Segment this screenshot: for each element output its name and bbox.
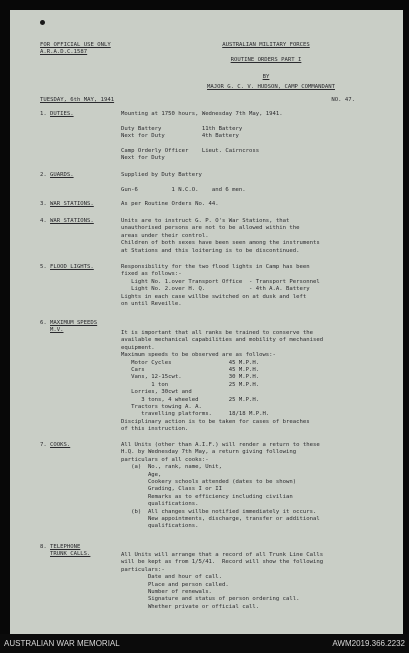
by-label: BY [262,74,270,80]
section-line: Number of renewals. [121,589,212,596]
section-line: will be kept as from 1/5/41. Record will show the following [121,559,324,566]
section-title [50,320,120,335]
section-line [121,118,386,125]
section-line: particulars:- [121,566,165,573]
section-line: travelling platforms. 18/18 M.P.H. [121,411,270,418]
orders-title: ROUTINE ORDERS PART I [230,57,302,64]
section-body [121,218,386,255]
section-title: DUTIES. [50,111,74,117]
section-line: Children of both sexes have been seen among the instruments [121,240,320,247]
classification-label: FOR OFFICIAL USE ONLY [40,42,111,48]
section-body [121,264,386,308]
section-line: Signature and status of person ordering call. [121,596,300,603]
section-line: Vans, 12-15cwt. 30 M.P.H. [121,374,260,381]
section-title: WAR STATIONS. [50,201,94,207]
section-line: Camp Orderly Officer Lieut. Cairncross [121,148,260,155]
classification-block [40,42,160,57]
section-title: GUARDS. [50,172,74,178]
order-number: NO. 47. [331,97,355,103]
section-line: Place and person called. [121,581,229,588]
attribution-footer [0,634,409,653]
section-line: Mounting at 1750 hours, Wednesday 7th May, 1941. [121,111,283,117]
section-body [121,442,386,531]
section-body [121,330,386,434]
section-line: H.Q. by Wednesday 7th May, a return giving following [121,449,297,456]
section-line: Units are to instruct G. P. O's War Stations, that [121,218,290,224]
section-line: All Units will arrange that a record of all Trunk Line Calls [121,552,324,558]
section-line: Motor Cycles 45 M.P.H. [121,359,260,366]
punch-hole-icon [40,20,45,25]
section-line: All Units (other than A.I.F.) will render a return to these [121,442,320,448]
section-title-line: TRUNK CALLS. [50,551,91,558]
section-title: WAR STATIONS. [50,218,94,224]
order-date: TUESDAY, 6th MAY, 1941 [40,97,115,103]
section-line: Light No. 2.over H. Q. - 4th A.A. Battery [121,286,310,293]
section-title: COOKS. [50,442,71,448]
section-number: 4. [40,218,47,224]
section-line: Grading, Class I or II [121,486,223,493]
section-line: (b) All changes willbe notified immediately it occurs. [121,508,317,515]
section-line: New appointments, discharge, transfer or additional [121,516,320,523]
section-line: equipment. [121,344,155,351]
form-reference: A.R.A.D.C.1587 [40,49,88,56]
section-line: 1 ton 25 M.P.H. [121,381,260,388]
section-line: Next for Duty [121,155,165,162]
commandant-line: MAJOR G. C. V. HUDSON, CAMP COMMANDANT [207,84,335,90]
section-line: As per Routine Orders No. 44. [121,201,219,207]
section-line: Date and hour of call. [121,574,223,581]
section-line: Cookery schools attended (dates to be shown) [121,479,297,486]
section-line: Lorries, 30cwt and [121,389,192,396]
section-line: Light No. 1.over Transport Office - Transport Personnel [121,278,320,285]
section-line: qualifications. [121,501,199,508]
section-line: (a) No., rank, name, Unit, [121,464,223,471]
section-title [50,544,120,559]
section-line: Duty Battery 11th Battery [121,125,243,132]
section-line [121,179,386,186]
organisation-title: AUSTRALIAN MILITARY FORCES [222,42,310,48]
section-body [121,552,386,611]
section-number: 3. [40,201,47,207]
section-title-line: MAXIMUM SPEEDS [50,320,98,326]
accession-number: AWM2019.366.2232 [332,639,405,648]
section-line: fixed as follows:- [121,271,182,278]
date-line [40,97,355,104]
section-title: FLOOD LIGHTS. [50,264,94,270]
section-number: 1. [40,111,47,117]
section-title-line: TELEPHONE [50,544,81,550]
section-line: Whether private or official call. [121,603,260,610]
section-number: 5. [40,264,47,270]
section-line: Maximum speeds to be observed are as follows:- [121,352,276,359]
section-line: particulars of all cooks:- [121,456,209,463]
section-title-line: M.V. [50,327,64,334]
section-line: of this instruction. [121,426,189,433]
section-line: Gun-6 1 N.C.O. and 6 men. [121,186,246,193]
section-line: Cars 45 M.P.H. [121,367,260,374]
section-number: 8. [40,544,47,550]
section-body [121,172,386,194]
section-line: unauthorised persons are not to be allowed within the [121,225,300,232]
section-number: 6. [40,320,47,326]
section-line: Remarks as to efficiency including civilian [121,493,293,500]
section-line: 3 tons, 4 wheeled 25 M.P.H. [121,396,260,403]
section-line: Age, [121,471,162,478]
section-number: 7. [40,442,47,448]
section-line: Disciplinary action is to be taken for cases of breaches [121,418,310,425]
section-line: Supplied by Duty Battery [121,172,202,178]
section-body [121,201,386,208]
section-line: at Stations and this loitering is to be discontinued. [121,247,300,254]
document-page [10,10,403,634]
section-line: Tractors towing A. A. [121,404,202,411]
section-line: on until Reveille. [121,301,182,308]
section-line: available mechanical capabilities and mobility of mechanised [121,337,324,344]
section-body [121,111,386,163]
section-line: It is important that all ranks be trained to conserve the [121,330,313,336]
section-line: areas under their control. [121,232,209,239]
section-line: Lights in each case willbe switched on at dusk and left [121,293,307,300]
institution-name: AUSTRALIAN WAR MEMORIAL [4,639,120,648]
section-line: Next for Duty 4th Battery [121,133,239,140]
section-line: Responsibility for the two flood lights in Camp has been [121,264,310,270]
section-line: qualifications. [121,523,199,530]
title-block [186,42,346,65]
section-line [121,141,386,148]
section-number: 2. [40,172,47,178]
